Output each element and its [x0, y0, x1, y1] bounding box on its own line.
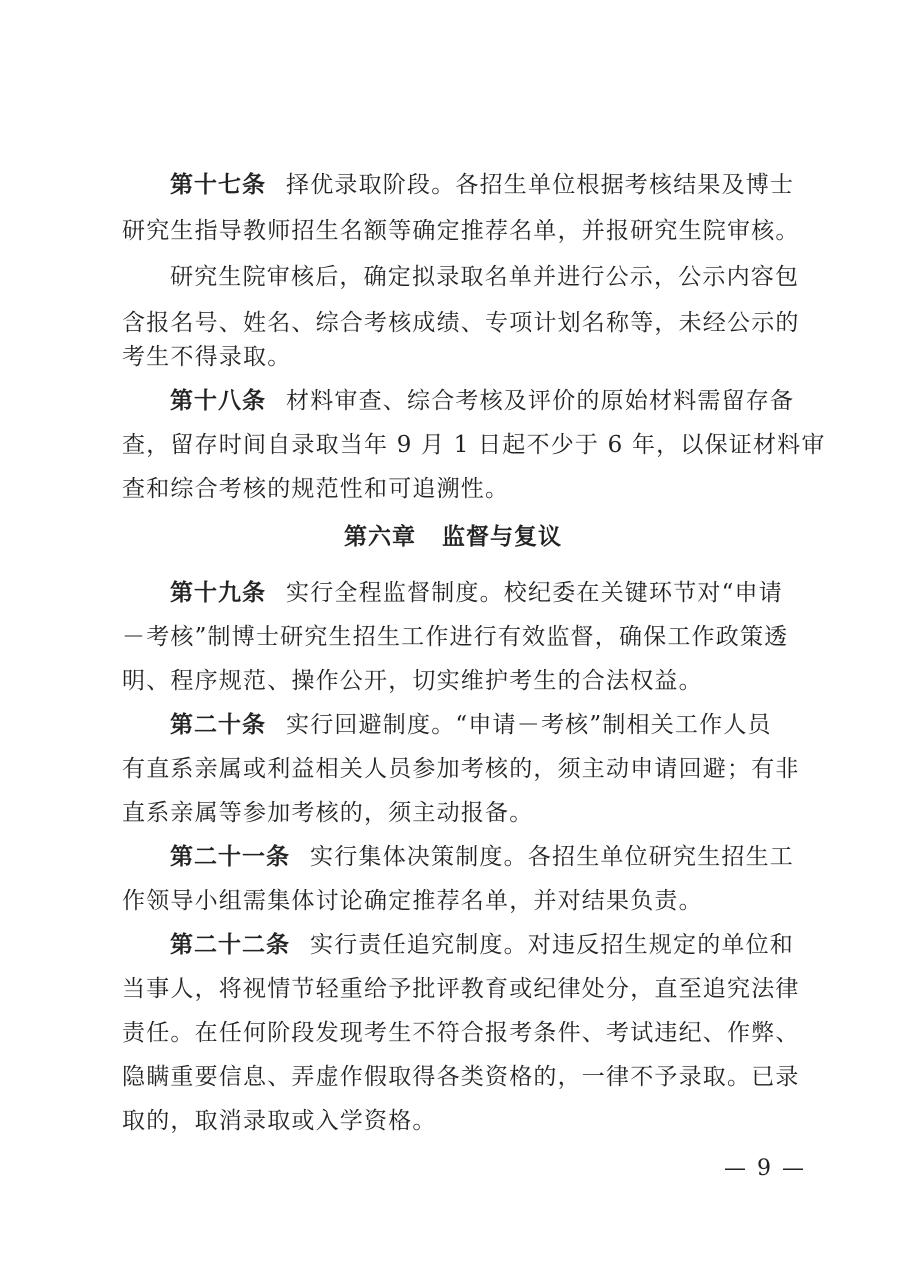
- article-17-text: 择优录取阶段。各招生单位根据考核结果及博士: [286, 172, 795, 198]
- article-17-heading: 第十七条: [170, 172, 266, 198]
- article-19-text: 实行全程监督制度。校纪委在关键环节对“申请: [286, 580, 783, 606]
- article-18-heading: 第十八条: [170, 388, 266, 414]
- article-22-line-4: 隐瞒重要信息、弄虚作假取得各类资格的，一律不予录取。已录: [122, 1064, 800, 1090]
- article-19-line-3: 明、程序规范、操作公开，切实维护考生的合法权益。: [122, 668, 703, 694]
- article-18-line-2: 查，留存时间自录取当年 9 月 1 日起不少于 6 年，以保证材料审: [122, 432, 826, 458]
- article-17-line-2: 研究生指导教师招生名额等确定推荐名单，并报研究生院审核。: [122, 218, 800, 244]
- chapter-number: 第六章: [344, 524, 416, 550]
- article-22-heading: 第二十二条: [170, 932, 290, 958]
- chapter-6-heading: [0, 520, 906, 554]
- article-17-line-1: [170, 168, 802, 202]
- article-22-line-3: 责任。在任何阶段发现考生不符合报考条件、考试违纪、作弊、: [122, 1020, 800, 1046]
- article-22-text: 实行责任追究制度。对违反招生规定的单位和: [310, 932, 794, 958]
- chapter-title: 监督与复议: [442, 524, 562, 550]
- article-19-heading: 第十九条: [170, 580, 266, 606]
- article-20-line-1: [170, 708, 802, 742]
- article-20-line-3: 直系亲属等参加考核的，须主动报备。: [122, 800, 534, 826]
- article-21-heading: 第二十一条: [170, 844, 290, 870]
- article-17-p2-line-1: 研究生院审核后，确定拟录取名单并进行公示，公示内容包: [170, 264, 800, 290]
- page-number: — 9 —: [724, 1156, 806, 1181]
- article-17-p2-line-3: 考生不得录取。: [122, 344, 292, 370]
- article-22-line-5: 取的，取消录取或入学资格。: [122, 1108, 437, 1134]
- article-21-line-1: [170, 840, 802, 874]
- article-22-line-1: [170, 928, 802, 962]
- article-21-line-2: 作领导小组需集体讨论确定推荐名单，并对结果负责。: [122, 888, 703, 914]
- article-18-line-1: [170, 384, 802, 418]
- article-18-line-3: 查和综合考核的规范性和可追溯性。: [122, 476, 510, 502]
- article-20-line-2: 有直系亲属或利益相关人员参加考核的，须主动申请回避；有非: [122, 756, 800, 782]
- article-20-text: 实行回避制度。“申请－考核”制相关工作人员: [286, 712, 772, 738]
- article-17-p2-line-2: 含报名号、姓名、综合考核成绩、专项计划名称等，未经公示的: [122, 310, 800, 336]
- article-19-line-1: [170, 576, 802, 610]
- article-21-text: 实行集体决策制度。各招生单位研究生招生工: [310, 844, 794, 870]
- article-18-text: 材料审查、综合考核及评价的原始材料需留存备: [286, 388, 795, 414]
- article-19-line-2: －考核”制博士研究生招生工作进行有效监督，确保工作政策透: [122, 624, 789, 650]
- article-20-heading: 第二十条: [170, 712, 266, 738]
- article-22-line-2: 当事人，将视情节轻重给予批评教育或纪律处分，直至追究法律: [122, 976, 800, 1002]
